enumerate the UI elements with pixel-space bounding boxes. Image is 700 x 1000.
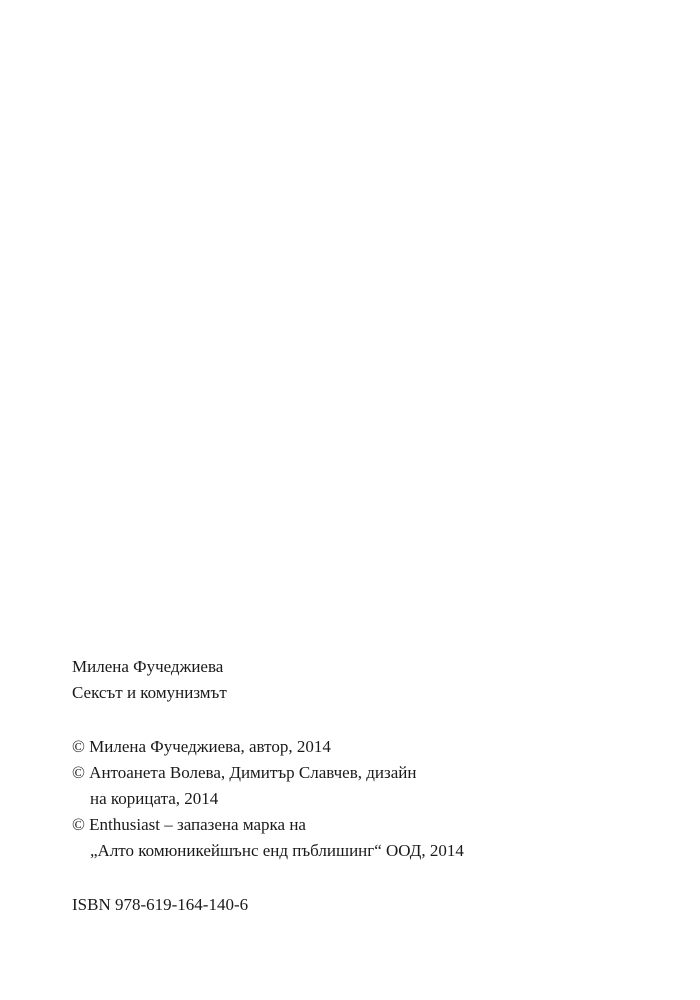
colophon-block [72,654,672,918]
spacer [72,864,672,892]
copyright-cover-design: © Антоанета Волева, Димитър Славчев, дизайн [72,763,417,782]
copyright-brand-cont: „Алто комюникейшънс енд пъблишинг“ ООД, 2014 [90,841,464,860]
author-name: Милена Фучеджиева [72,657,224,676]
spacer [72,706,672,734]
copyright-brand: © Enthusiast – запазена марка на [72,815,306,834]
copyright-cover-design-cont: на корицата, 2014 [90,789,219,808]
book-title: Сексът и комунизмът [72,683,227,702]
isbn: ISBN 978-619-164-140-6 [72,895,249,914]
copyright-author: © Милена Фучеджиева, автор, 2014 [72,737,331,756]
